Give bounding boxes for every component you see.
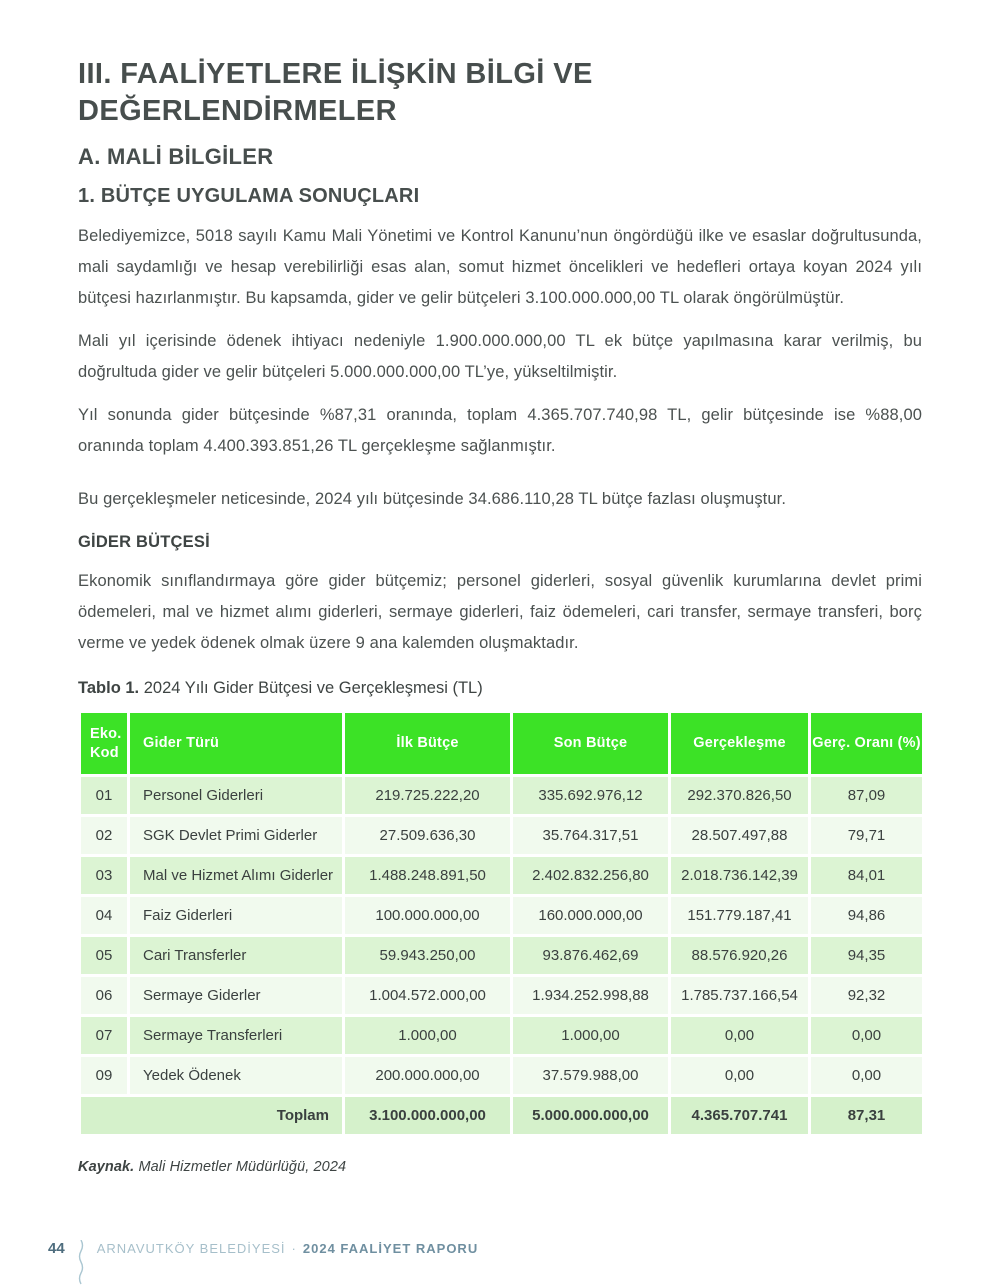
table-header [80, 712, 924, 776]
cell-code: 09 [80, 1056, 129, 1096]
cell-ilk-butce: 27.509.636,30 [344, 816, 512, 856]
total-gerceklesme: 4.365.707.741 [670, 1096, 810, 1136]
cell-son-butce: 2.402.832.256,80 [512, 856, 670, 896]
cell-gerceklesme: 1.785.737.166,54 [670, 976, 810, 1016]
header-gider-turu: Gider Türü [129, 712, 344, 776]
cell-name: Yedek Ödenek [129, 1056, 344, 1096]
total-oran: 87,31 [810, 1096, 924, 1136]
cell-son-butce: 335.692.976,12 [512, 776, 670, 816]
table-row [80, 1056, 924, 1096]
total-ilk-butce: 3.100.000.000,00 [344, 1096, 512, 1136]
total-son-butce: 5.000.000.000,00 [512, 1096, 670, 1136]
cell-oran: 0,00 [810, 1056, 924, 1096]
cell-code: 06 [80, 976, 129, 1016]
cell-code: 05 [80, 936, 129, 976]
cell-ilk-butce: 100.000.000,00 [344, 896, 512, 936]
cell-name: Mal ve Hizmet Alımı Giderler [129, 856, 344, 896]
cell-name: Sermaye Giderler [129, 976, 344, 1016]
paragraph-butce-ongoru: Belediyemizce, 5018 sayılı Kamu Mali Yönetimi ve Kontrol Kanunu’nun öngördüğü ilke ve esaslar doğrultusunda, mali saydamlığı ve hesap verebilirliği esas alan, somut hizmet öncelikleri ve hedefleri ortaya koyan 2024 yılı bütçesi hazırlanmıştır. Bu kapsamda, gider ve gelir bütçeleri 3.100.000.000,00 TL olarak öngörülmüştür. [78, 227, 922, 307]
table-row [80, 816, 924, 856]
cell-gerceklesme: 88.576.920,26 [670, 936, 810, 976]
page-title-line1: III. FAALİYETLERE İLİŞKİN BİLGİ VE [78, 58, 593, 90]
table-row [80, 856, 924, 896]
table-row [80, 1016, 924, 1056]
cell-oran: 87,09 [810, 776, 924, 816]
section-heading-butce-uygulama-sonuclari: 1. BÜTÇE UYGULAMA SONUÇLARI [78, 185, 420, 207]
gider-butcesi-heading: GİDER BÜTÇESİ [78, 533, 210, 551]
cell-son-butce: 1.934.252.998,88 [512, 976, 670, 1016]
cell-oran: 84,01 [810, 856, 924, 896]
cell-gerceklesme: 0,00 [670, 1056, 810, 1096]
cell-ilk-butce: 1.488.248.891,50 [344, 856, 512, 896]
cell-oran: 94,35 [810, 936, 924, 976]
header-gerceklesme: Gerçekleşme [670, 712, 810, 776]
header-son-butce: Son Bütçe [512, 712, 670, 776]
header-eko-kod: Eko. Kod [80, 712, 129, 776]
cell-name: Personel Giderleri [129, 776, 344, 816]
cell-oran: 92,32 [810, 976, 924, 1016]
wavy-line-icon [77, 1240, 85, 1286]
source-text: Mali Hizmetler Müdürlüğü, 2024 [138, 1159, 347, 1175]
page-title [78, 56, 922, 130]
total-label: Toplam [80, 1096, 344, 1136]
footer-report-title: 2024 FAALİYET RAPORU [302, 1241, 479, 1256]
gider-butcesi-table [78, 710, 925, 1137]
table-caption [78, 677, 922, 700]
cell-gerceklesme: 28.507.497,88 [670, 816, 810, 856]
table-header-row [80, 712, 924, 776]
cell-ilk-butce: 200.000.000,00 [344, 1056, 512, 1096]
cell-oran: 0,00 [810, 1016, 924, 1056]
table-row [80, 936, 924, 976]
cell-code: 07 [80, 1016, 129, 1056]
table-row [80, 976, 924, 1016]
page-number: 44 [48, 1240, 65, 1257]
cell-son-butce: 160.000.000,00 [512, 896, 670, 936]
cell-ilk-butce: 1.004.572.000,00 [344, 976, 512, 1016]
cell-name: Sermaye Transferleri [129, 1016, 344, 1056]
table-caption-label: Tablo 1. [78, 679, 140, 697]
cell-code: 02 [80, 816, 129, 856]
source-note [78, 1159, 922, 1175]
cell-gerceklesme: 0,00 [670, 1016, 810, 1056]
cell-code: 01 [80, 776, 129, 816]
cell-name: Faiz Giderleri [129, 896, 344, 936]
cell-oran: 94,86 [810, 896, 924, 936]
table-row [80, 776, 924, 816]
cell-gerceklesme: 151.779.187,41 [670, 896, 810, 936]
table-caption-text: 2024 Yılı Gider Bütçesi ve Gerçekleşmesi (TL) [143, 679, 483, 697]
paragraph-ek-butce: Mali yıl içerisinde ödenek ihtiyacı nedeniyle 1.900.000.000,00 TL ek bütçe yapılmasına karar verilmiş, bu doğrultuda gider ve gelir bütçeleri 5.000.000.000,00 TL’ye, yükseltilmiştir. [78, 332, 922, 381]
cell-ilk-butce: 59.943.250,00 [344, 936, 512, 976]
header-ilk-butce: İlk Bütçe [344, 712, 512, 776]
cell-ilk-butce: 1.000,00 [344, 1016, 512, 1056]
cell-son-butce: 1.000,00 [512, 1016, 670, 1056]
cell-son-butce: 37.579.988,00 [512, 1056, 670, 1096]
cell-name: Cari Transferler [129, 936, 344, 976]
cell-code: 03 [80, 856, 129, 896]
cell-son-butce: 35.764.317,51 [512, 816, 670, 856]
cell-gerceklesme: 2.018.736.142,39 [670, 856, 810, 896]
section-heading-mali-bilgiler: A. MALİ BİLGİLER [78, 144, 274, 169]
paragraph-gerceklesme-oranlari: Yıl sonunda gider bütçesinde %87,31 oranında, toplam 4.365.707.740,98 TL, gelir bütçesinde ise %88,00 oranında toplam 4.400.393.851,26 TL gerçekleşme sağlanmıştır. [78, 406, 922, 455]
cell-code: 04 [80, 896, 129, 936]
footer-municipality: ARNAVUTKÖY BELEDİYESİ [96, 1241, 286, 1256]
footer-separator-dot: · [291, 1241, 297, 1256]
paragraph-ekonomik-siniflandirma: Ekonomik sınıflandırmaya göre gider bütçemiz; personel giderleri, sosyal güvenlik kurumlarına devlet primi ödemeleri, mal ve hizmet alımı giderleri, sermaye giderleri, faiz ödemeleri, cari transfer, sermaye transferi, borç verme ve yedek ödenek olmak üzere 9 ana kalemden oluşmaktadır. [78, 572, 922, 652]
page-footer [48, 1240, 478, 1286]
paragraph-butce-fazlasi: Bu gerçekleşmeler neticesinde, 2024 yılı bütçesinde 34.686.110,28 TL bütçe fazlası oluşmuştur. [78, 490, 787, 508]
cell-ilk-butce: 219.725.222,20 [344, 776, 512, 816]
table-total-row [80, 1096, 924, 1136]
source-label: Kaynak. [78, 1159, 135, 1175]
table-row [80, 896, 924, 936]
cell-gerceklesme: 292.370.826,50 [670, 776, 810, 816]
page-title-line2: DEĞERLENDİRMELER [78, 95, 397, 127]
cell-name: SGK Devlet Primi Giderler [129, 816, 344, 856]
cell-oran: 79,71 [810, 816, 924, 856]
cell-son-butce: 93.876.462,69 [512, 936, 670, 976]
header-gerc-orani: Gerç. Oranı (%) [810, 712, 924, 776]
